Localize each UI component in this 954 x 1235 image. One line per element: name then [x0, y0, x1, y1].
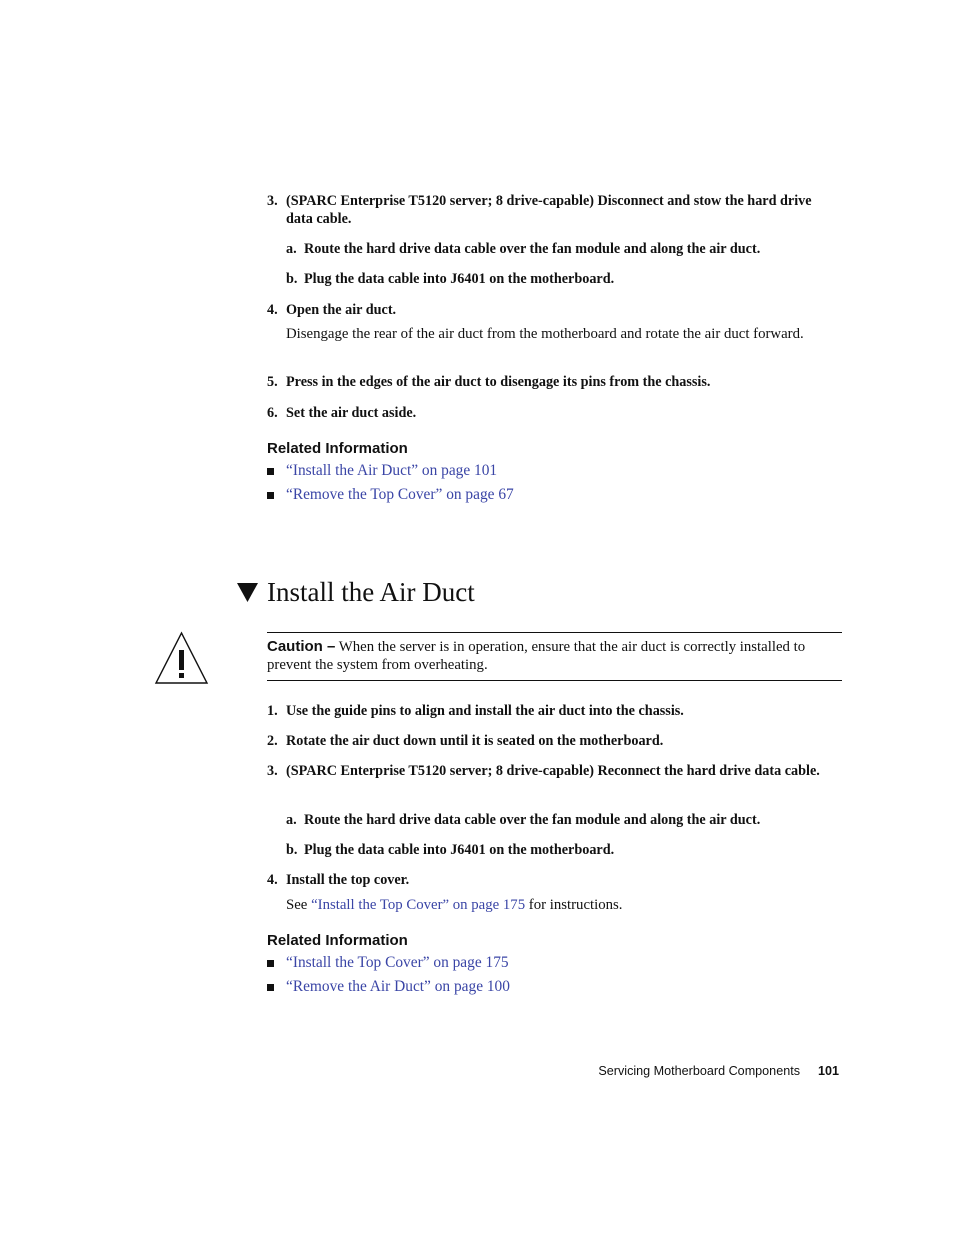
step-1-align-pins [267, 702, 842, 722]
page-title: Install the Air Duct [267, 577, 475, 607]
substep-b [286, 270, 842, 290]
caution-bottom-rule [267, 680, 842, 681]
caution-top-rule [267, 632, 842, 633]
step-3-reconnect [267, 762, 842, 802]
link-install-top-cover[interactable]: “Install the Top Cover” on page 175 [286, 954, 509, 971]
related-information-heading: Related Information [267, 440, 408, 457]
step-text: Set the air duct aside. [286, 405, 417, 421]
step-number: 3. [267, 763, 278, 779]
see-prefix: See [286, 897, 312, 913]
step-number: 5. [267, 374, 278, 390]
step-number: 3. [267, 193, 278, 209]
related-information-heading: Related Information [267, 932, 408, 949]
step-number: 6. [267, 405, 278, 421]
step-number: 1. [267, 703, 278, 719]
substep-label: b. [286, 271, 298, 287]
step-text: (SPARC Enterprise T5120 server; 8 drive-capable) Disconnect and stow the hard drive data cable. [286, 193, 812, 227]
step-6-set-aside [267, 404, 842, 424]
step-4-open-air-duct [267, 301, 842, 321]
step-4-see-reference [286, 896, 842, 914]
substep-text: Route the hard drive data cable over the fan module and along the air duct. [304, 812, 761, 828]
step-3-disconnect [267, 192, 842, 232]
bullet-icon [267, 468, 274, 475]
related-link-item [267, 954, 842, 974]
link-remove-top-cover[interactable]: “Remove the Top Cover” on page 67 [286, 486, 514, 503]
step-number: 4. [267, 302, 278, 318]
related-link-item [267, 486, 842, 506]
substep-label: a. [286, 241, 297, 257]
see-suffix: for instructions. [525, 897, 623, 913]
step-number: 2. [267, 733, 278, 749]
substep-a [286, 811, 842, 831]
substep-label: b. [286, 842, 298, 858]
substep-a [286, 240, 842, 260]
caution-note [267, 638, 842, 674]
link-remove-air-duct[interactable]: “Remove the Air Duct” on page 100 [286, 978, 510, 995]
page-number: 101 [818, 1064, 840, 1078]
step-text: (SPARC Enterprise T5120 server; 8 drive-capable) Reconnect the hard drive data cable. [286, 763, 820, 779]
step-number: 4. [267, 872, 278, 888]
step-text: Press in the edges of the air duct to disengage its pins from the chassis. [286, 374, 711, 390]
substep-text: Plug the data cable into J6401 on the motherboard. [304, 271, 615, 287]
bullet-icon [267, 492, 274, 499]
step-4-description: Disengage the rear of the air duct from the motherboard and rotate the air duct forward. [286, 326, 804, 342]
substep-label: a. [286, 812, 297, 828]
step-2-rotate-down [267, 732, 842, 752]
substep-text: Plug the data cable into J6401 on the motherboard. [304, 842, 615, 858]
footer-section-title: Servicing Motherboard Components [598, 1064, 800, 1078]
link-install-air-duct[interactable]: “Install the Air Duct” on page 101 [286, 462, 498, 479]
link-install-top-cover-inline[interactable]: “Install the Top Cover” on page 175 [311, 897, 526, 913]
step-text: Use the guide pins to align and install the air duct into the chassis. [286, 703, 684, 719]
bullet-icon [267, 984, 274, 991]
caution-text: When the server is in operation, ensure that the air duct is correctly installed to prevent the system from overheating. [267, 639, 806, 673]
substep-b [286, 841, 842, 861]
caution-label: Caution – [267, 638, 336, 655]
step-4-install-top-cover [267, 871, 842, 891]
related-link-item [267, 462, 842, 482]
section-triangle-icon [237, 583, 258, 602]
substep-text: Route the hard drive data cable over the fan module and along the air duct. [304, 241, 761, 257]
step-text: Rotate the air duct down until it is seated on the motherboard. [286, 733, 664, 749]
step-text: Open the air duct. [286, 302, 397, 318]
bullet-icon [267, 960, 274, 967]
step-text: Install the top cover. [286, 872, 410, 888]
step-5-press-edges [267, 373, 842, 393]
related-link-item [267, 978, 842, 998]
caution-warning-icon [154, 631, 209, 685]
